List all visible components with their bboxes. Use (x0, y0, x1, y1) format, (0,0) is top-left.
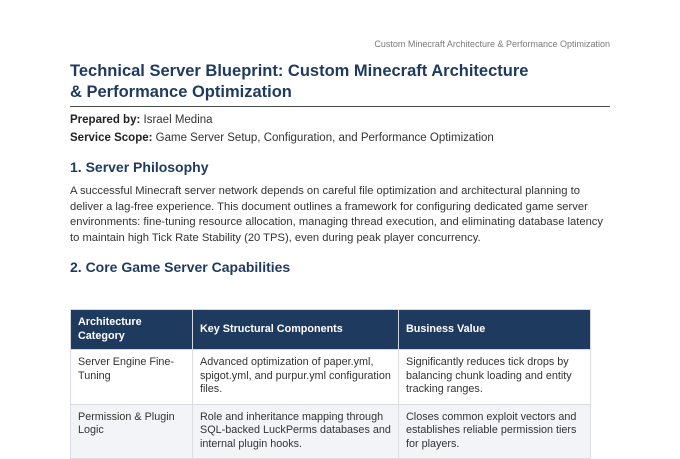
section-heading-core-capabilities: 2. Core Game Server Capabilities (70, 259, 291, 275)
table-cell-category: Server Engine Fine-Tuning (71, 350, 193, 405)
prepared-by-value: Israel Medina (143, 114, 213, 126)
running-header: Custom Minecraft Architecture & Performance Optimization (374, 39, 610, 49)
table-row (71, 350, 591, 405)
table-cell-components: Role and inheritance mapping through SQL-backed LuckPerms databases and internal plugin hooks. (193, 404, 399, 459)
capabilities-table-container (70, 309, 590, 459)
table-row (71, 404, 591, 459)
table-cell-value: Closes common exploit vectors and establishes reliable permission tiers for players. (399, 404, 591, 459)
table-header-row (71, 310, 591, 350)
service-scope-label: Service Scope: (70, 132, 153, 144)
service-scope-line (70, 131, 494, 145)
service-scope-value: Game Server Setup, Configuration, and Performance Optimization (155, 132, 494, 144)
table-cell-value: Significantly reduces tick drops by balancing chunk loading and entity tracking ranges. (399, 350, 591, 405)
column-header-key-structural-components: Key Structural Components (193, 310, 399, 350)
capabilities-table (70, 309, 591, 459)
prepared-by-label: Prepared by: (70, 114, 141, 126)
column-header-architecture-category: Architecture Category (71, 310, 193, 350)
title-divider (70, 106, 610, 107)
section-heading-server-philosophy: 1. Server Philosophy (70, 159, 209, 175)
server-philosophy-paragraph: A successful Minecraft server network depends on careful file optimization and architectural planning to deliver a lag-free experience. This document outlines a framework for configuring dedicated game server environments: fine-tuning resource allocation, managing thread execution, and eliminating database latency to maintain high Tick Rate Stability (20 TPS), even during peak player concurrency. (70, 185, 603, 244)
document-title: Technical Server Blueprint: Custom Minecraft Architecture & Performance Optimization (70, 62, 529, 101)
column-header-business-value: Business Value (399, 310, 591, 350)
prepared-by-line (70, 113, 213, 127)
table-cell-category: Permission & Plugin Logic (71, 404, 193, 459)
table-cell-components: Advanced optimization of paper.yml, spigot.yml, and purpur.yml configuration files. (193, 350, 399, 405)
